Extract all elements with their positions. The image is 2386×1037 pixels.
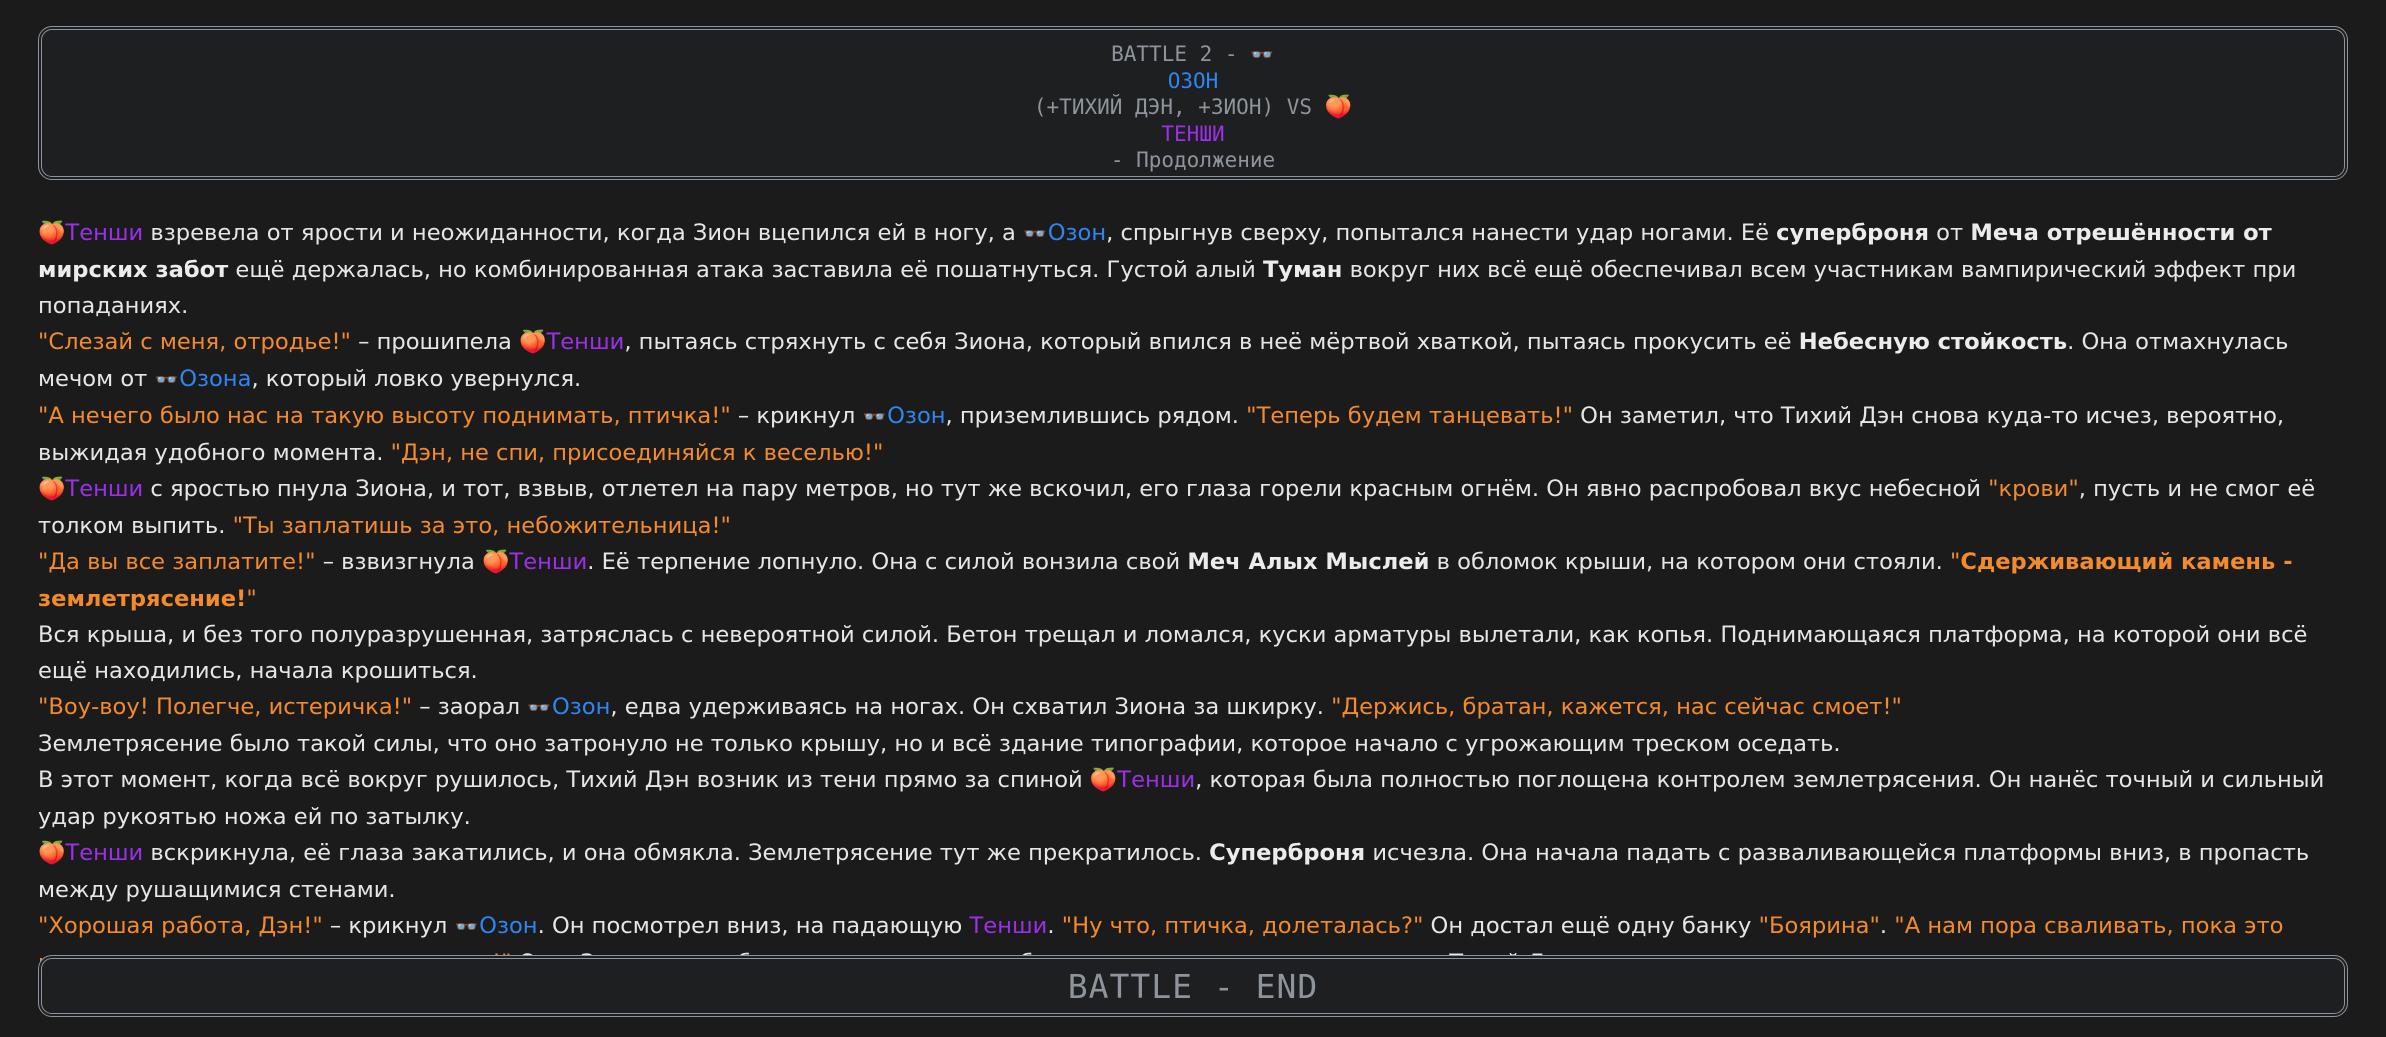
- emphasis-text: Меч Алых Мыслей: [1187, 549, 1430, 575]
- paragraph-11: "Хорошая работа, Дэн!" – крикнул 👓 Озон. Он посмотрел вниз, на падающую Тенши. "Ну что, птичка, долеталась?" Он достал ещё одну банку "Боярина". "А нам пора сваливать, пока это: [38, 908, 2354, 981]
- header-tenshi-name: ТЕНШИ: [1161, 122, 1225, 146]
- paragraph-4: 🍑Тенши с яростью пнула Зиона, и тот, взвыв, отлетел на пару метров, но тут же вскочил, его глаза горели красным огнём. Он явно распробовал вкус небесной "крови", пусть и не смог её толком выпить. "Ты заплатишь за это, небожительница!": [38, 476, 2316, 539]
- emphasis-text: Небесную стойкость: [1798, 329, 2068, 355]
- header-continuation: - Продолжение: [1110, 148, 1276, 172]
- dialogue-quote: "Теперь будем танцевать!": [1246, 403, 1573, 429]
- peach-icon: 🍑: [519, 330, 547, 355]
- header-line-1: [42, 41, 2344, 68]
- tenshi-name: Тенши: [65, 220, 144, 246]
- paragraph-5: "Да вы все заплатите!" – взвизгнула 🍑Тенши. Её терпение лопнуло. Она с силой вонзила свой Меч Алых Мыслей в обломок крыши, на котором они стояли. "Сдерживающий камень - землетрясение!": [38, 549, 2293, 612]
- paragraph-8: Землетрясение было такой силы, что оно затронуло не только крышу, но и всё здание типографии, которое начало с угрожающим треском оседать.: [38, 731, 1841, 757]
- tenshi-name: Тенши: [546, 329, 625, 355]
- emphasis-text: Меча отрешённости от мирских забот: [38, 220, 2272, 283]
- ozon-name: Озон: [887, 403, 946, 429]
- glasses-icon: 👓: [1023, 223, 1045, 245]
- battle-end-box: [38, 955, 2348, 1017]
- story-text: [38, 215, 2354, 981]
- paragraph-10: 🍑Тенши вскрикнула, её глаза закатились, и она обмякла. Землетрясение тут же прекратилось. Суперброня исчезла. Она начала падать с разваливающейся платформы вниз, в пропасть между рушащимися стенами.: [38, 840, 2310, 903]
- peach-icon: 🍑: [38, 221, 66, 246]
- header-line-3: [42, 94, 2344, 121]
- glasses-icon: 👓: [454, 916, 477, 938]
- paragraph-7: "Воу-воу! Полегче, истеричка!" – заорал 👓 Озон, едва удерживаясь на ногах. Он схватил Зиона за шкирку. "Держись, братан, кажется, нас сейчас смоет!": [38, 689, 2354, 726]
- glasses-icon: 👓: [1250, 44, 1272, 66]
- glasses-icon: 👓: [154, 369, 177, 391]
- tenshi-name: Тенши: [969, 913, 1048, 939]
- allies-vs-text: (+ТИХИЙ ДЭН, +ЗИОН) VS: [1033, 95, 1325, 119]
- dialogue-quote: "А нам пора сваливать, пока это: [1894, 913, 2284, 939]
- ozon-name: Озона: [179, 366, 252, 392]
- emphasis-text: Туман: [1262, 257, 1343, 283]
- tenshi-name: Тенши: [65, 476, 144, 502]
- dialogue-quote: "Воу-воу! Полегче, истеричка!": [38, 694, 413, 720]
- emphasis-text: Суперброня: [1209, 840, 1366, 866]
- dialogue-quote: Сдерживающий камень - землетрясение!: [38, 549, 2293, 612]
- paragraph-9: В этот момент, когда всё вокруг рушилось, Тихий Дэн возник из тени прямо за спиной 🍑Тенши, которая была полностью поглощена контролем землетрясения. Он нанёс точный и сильный удар рукоятью ножа ей по затылку.: [38, 767, 2325, 830]
- dialogue-quote: "Боярина": [1758, 913, 1880, 939]
- dialogue-quote: "Да вы все заплатите!": [38, 549, 316, 575]
- glasses-icon: 👓: [862, 406, 885, 428]
- ozon-name: Озон: [1047, 220, 1107, 246]
- dialogue-quote: "Ну что, птичка, долеталась?": [1061, 913, 1424, 939]
- tenshi-name: Тенши: [509, 549, 588, 575]
- tenshi-name: Тенши: [1117, 767, 1196, 793]
- dialogue-quote: "Ты заплатишь за это, небожительница!": [232, 513, 731, 539]
- dialogue-quote: ": [1950, 549, 1961, 575]
- dialogue-quote: "крови": [1988, 476, 2079, 502]
- paragraph-6: Вся крыша, и без того полуразрушенная, затряслась с невероятной силой. Бетон трещал и ломался, куски арматуры вылетали, как копья. Поднимающаяся платформа, на которой они всё ещё находились, начала крошиться.: [38, 622, 2308, 684]
- glasses-icon: 👓: [527, 697, 549, 719]
- dialogue-quote: "А нечего было нас на такую высоту поднимать, птичка!": [38, 403, 731, 429]
- dialogue-quote: ": [246, 586, 257, 612]
- peach-icon: 🍑: [38, 477, 66, 502]
- emphasis-text: суперброня: [1776, 220, 1929, 246]
- ozon-name: Озон: [551, 694, 611, 720]
- battle-number-text: BATTLE 2 -: [1111, 42, 1251, 66]
- tenshi-name: Тенши: [65, 840, 144, 866]
- dialogue-quote: "Держись, братан, кажется, нас сейчас смоет!": [1331, 694, 1902, 720]
- dialogue-quote: "Дэн, не спи, присоединяйся к веселью!": [390, 440, 884, 466]
- paragraph-3: "А нечего было нас на такую высоту поднимать, птичка!" – крикнул 👓 Озон, приземлившись рядом. "Теперь будем танцевать!" Он заметил, что Тихий Дэн снова куда-то исчез, вероятно, выжидая удобного момента. "Дэн, не спи, присоединяйся к веселью!": [38, 398, 2354, 471]
- paragraph-1: 🍑Тенши взревела от ярости и неожиданности, когда Зион вцепился ей в ногу, а 👓 Озон, спрыгнув сверху, попытался нанести удар ногами. Её суперброня от Меча отрешённости от мирских забот ещё держалась, но комбинированная атака заставила её пошатнуться. Густой алый Туман вокруг них всё ещё обеспечивал всем участникам вампирический эффект при попаданиях.: [38, 215, 2354, 324]
- ozon-name: Озон: [479, 913, 538, 939]
- peach-icon: 🍑: [38, 841, 66, 866]
- dialogue-quote: "Слезай с меня, отродье!": [38, 329, 351, 355]
- peach-icon: 🍑: [1089, 768, 1118, 793]
- dialogue-quote: "Хорошая работа, Дэн!": [38, 913, 323, 939]
- peach-icon: 🍑: [482, 550, 510, 575]
- battle-header-box: [38, 26, 2348, 180]
- header-ozon-name: ОЗОН: [1167, 69, 1219, 93]
- battle-end-label: BATTLE - END: [1067, 967, 1319, 1006]
- paragraph-2: "Слезай с меня, отродье!" – прошипела 🍑Тенши, пытаясь стряхнуть с себя Зиона, который впился в неё мёртвой хваткой, пытаясь прокусить её Небесную стойкость. Она отмахнулась мечом от 👓 Озона, который ловко увернулся.: [38, 324, 2354, 398]
- peach-icon: 🍑: [1324, 95, 1353, 120]
